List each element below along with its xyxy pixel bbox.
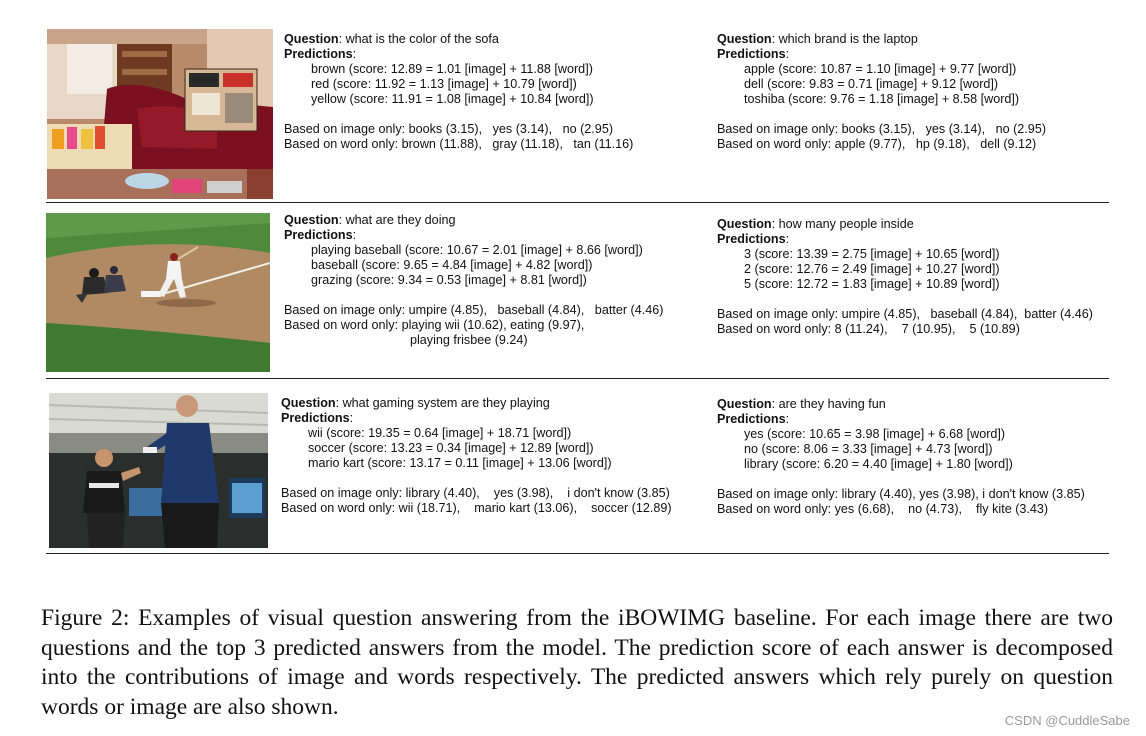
question-text: how many people inside — [778, 217, 914, 231]
prediction-item: dell (score: 9.83 = 0.71 [image] + 9.12 [word]) — [744, 77, 999, 91]
image-only-answers: Based on image only: umpire (4.85), baseball (4.84), batter (4.46) — [284, 303, 664, 317]
predictions-label: Predictions — [717, 232, 786, 246]
question-text: are they having fun — [778, 397, 886, 411]
photo-living-room — [47, 29, 273, 199]
prediction-item: yes (score: 10.65 = 3.98 [image] + 6.68 [word]) — [744, 427, 1006, 441]
prediction-item: soccer (score: 13.23 = 0.34 [image] + 12.89 [word]) — [308, 441, 594, 455]
row-divider — [46, 378, 1109, 379]
qa-block: Question: which brand is the laptop Predictions: apple (score: 10.87 = 1.10 [image] + 9.77 [word]) dell (score: 9.83 = 0.71 [image] + 9.12 [word]) toshiba (score: 9.76 = 1.18 [image] + 8.58 [word]) Based on image only: books (3.15), yes (3.14), no (2.95) Based on word only: apple (9.77), hp (9.18), dell (9.12) — [717, 32, 1047, 151]
image-only-answers: Based on image only: library (4.40), yes (3.98), i don't know (3.85) — [717, 487, 1085, 501]
predictions-label: Predictions — [281, 411, 350, 425]
question-label: Question — [717, 32, 772, 46]
prediction-item: apple (score: 10.87 = 1.10 [image] + 9.77 [word]) — [744, 62, 1017, 76]
qa-block: Question: what are they doing Predictions: playing baseball (score: 10.67 = 2.01 [image] + 8.66 [word]) baseball (score: 9.65 = 4.84 [image] + 4.82 [word]) grazing (score: 9.34 = 0.53 [image] + 8.81 [word]) Based on image only: umpire (4.85), baseball (4.84), batter (4.46) Based on word only: playing wii (10.62), eating (9.97), playing frisbee (9.24) — [284, 213, 664, 347]
word-only-answers: Based on word only: playing wii (10.62), eating (9.97), — [284, 318, 585, 332]
image-only-answers: Based on image only: umpire (4.85), baseball (4.84), batter (4.46) — [717, 307, 1093, 321]
question-label: Question — [717, 217, 772, 231]
question-text: what are they doing — [345, 213, 456, 227]
qa-block: Question: what gaming system are they playing Predictions: wii (score: 19.35 = 0.64 [image] + 18.71 [word]) soccer (score: 13.23 = 0.34 [image] + 12.89 [word]) mario kart (score: 13.17 = 0.11 [image] + 13.06 [word]) Based on image only: library (4.40), yes (3.98), i don't know (3.85) Based on word only: wii (18.71), mario kart (13.06), soccer (12.89) — [281, 396, 672, 515]
qa-block: Question: what is the color of the sofa Predictions: brown (score: 12.89 = 1.01 [image] + 11.88 [word]) red (score: 11.92 = 1.13 [image] + 10.79 [word]) yellow (score: 11.91 = 1.08 [image] + 10.84 [word]) Based on image only: books (3.15), yes (3.14), no (2.95) Based on word only: brown (11.88), gray (11.18), tan (11.16) — [284, 32, 634, 151]
qa-block: Question: how many people inside Predictions: 3 (score: 13.39 = 2.75 [image] + 10.65 [word]) 2 (score: 12.76 = 2.49 [image] + 10.27 [word]) 5 (score: 12.72 = 1.83 [image] + 10.89 [word]) Based on image only: umpire (4.85), baseball (4.84), batter (4.46) Based on word only: 8 (11.24), 7 (10.95), 5 (10.89) — [717, 217, 1093, 336]
word-only-answers: Based on word only: 8 (11.24), 7 (10.95), 5 (10.89) — [717, 322, 1020, 336]
prediction-item: 3 (score: 13.39 = 2.75 [image] + 10.65 [word]) — [744, 247, 1000, 261]
question-text: what is the color of the sofa — [345, 32, 499, 46]
qa-block: Question: are they having fun Predictions: yes (score: 10.65 = 3.98 [image] + 6.68 [word]) no (score: 8.06 = 3.33 [image] + 4.73 [word]) library (score: 6.20 = 4.40 [image] + 1.80 [word]) Based on image only: library (4.40), yes (3.98), i don't know (3.85) Based on word only: yes (6.68), no (4.73), fly kite (3.43) — [717, 397, 1085, 516]
question-label: Question — [281, 396, 336, 410]
prediction-item: yellow (score: 11.91 = 1.08 [image] + 10.84 [word]) — [311, 92, 594, 106]
image-only-answers: Based on image only: books (3.15), yes (3.14), no (2.95) — [717, 122, 1047, 136]
prediction-item: baseball (score: 9.65 = 4.84 [image] + 4.82 [word]) — [311, 258, 593, 272]
prediction-item: mario kart (score: 13.17 = 0.11 [image] + 13.06 [word]) — [308, 456, 612, 470]
question-label: Question — [284, 32, 339, 46]
prediction-item: toshiba (score: 9.76 = 1.18 [image] + 8.58 [word]) — [744, 92, 1020, 106]
predictions-label: Predictions — [717, 47, 786, 61]
row-divider — [46, 553, 1109, 554]
image-only-answers: Based on image only: books (3.15), yes (3.14), no (2.95) — [284, 122, 614, 136]
photo-baseball — [46, 213, 270, 372]
prediction-item: 5 (score: 12.72 = 1.83 [image] + 10.89 [word]) — [744, 277, 1000, 291]
prediction-item: no (score: 8.06 = 3.33 [image] + 4.73 [word]) — [744, 442, 993, 456]
figure-caption: Figure 2: Examples of visual question answering from the iBOWIMG baseline. For each image there are two questions and the top 3 predicted answers from the model. The prediction score of each answer is decomposed into the contributions of image and words respectively. The predicted answers which rely purely on question words or image are also shown. — [41, 605, 1113, 720]
watermark: CSDN @CuddleSabe — [1004, 713, 1130, 728]
predictions-label: Predictions — [284, 47, 353, 61]
prediction-item: grazing (score: 9.34 = 0.53 [image] + 8.81 [word]) — [311, 273, 587, 287]
prediction-item: playing baseball (score: 10.67 = 2.01 [image] + 8.66 [word]) — [311, 243, 643, 257]
word-only-answers: Based on word only: wii (18.71), mario kart (13.06), soccer (12.89) — [281, 501, 672, 515]
prediction-item: library (score: 6.20 = 4.40 [image] + 1.80 [word]) — [744, 457, 1013, 471]
prediction-item: red (score: 11.92 = 1.13 [image] + 10.79 [word]) — [311, 77, 577, 91]
photo-gaming — [49, 393, 268, 548]
question-label: Question — [284, 213, 339, 227]
word-only-answers: Based on word only: yes (6.68), no (4.73), fly kite (3.43) — [717, 502, 1049, 516]
prediction-item: 2 (score: 12.76 = 2.49 [image] + 10.27 [word]) — [744, 262, 1000, 276]
word-only-answers: Based on word only: brown (11.88), gray (11.18), tan (11.16) — [284, 137, 634, 151]
word-only-answers-continued: playing frisbee (9.24) — [410, 333, 528, 347]
word-only-answers: Based on word only: apple (9.77), hp (9.18), dell (9.12) — [717, 137, 1037, 151]
row-divider — [46, 202, 1109, 203]
question-text: what gaming system are they playing — [342, 396, 550, 410]
prediction-item: brown (score: 12.89 = 1.01 [image] + 11.88 [word]) — [311, 62, 593, 76]
question-text: which brand is the laptop — [778, 32, 918, 46]
predictions-label: Predictions — [717, 412, 786, 426]
image-only-answers: Based on image only: library (4.40), yes (3.98), i don't know (3.85) — [281, 486, 670, 500]
prediction-item: wii (score: 19.35 = 0.64 [image] + 18.71 [word]) — [308, 426, 572, 440]
predictions-label: Predictions — [284, 228, 353, 242]
question-label: Question — [717, 397, 772, 411]
